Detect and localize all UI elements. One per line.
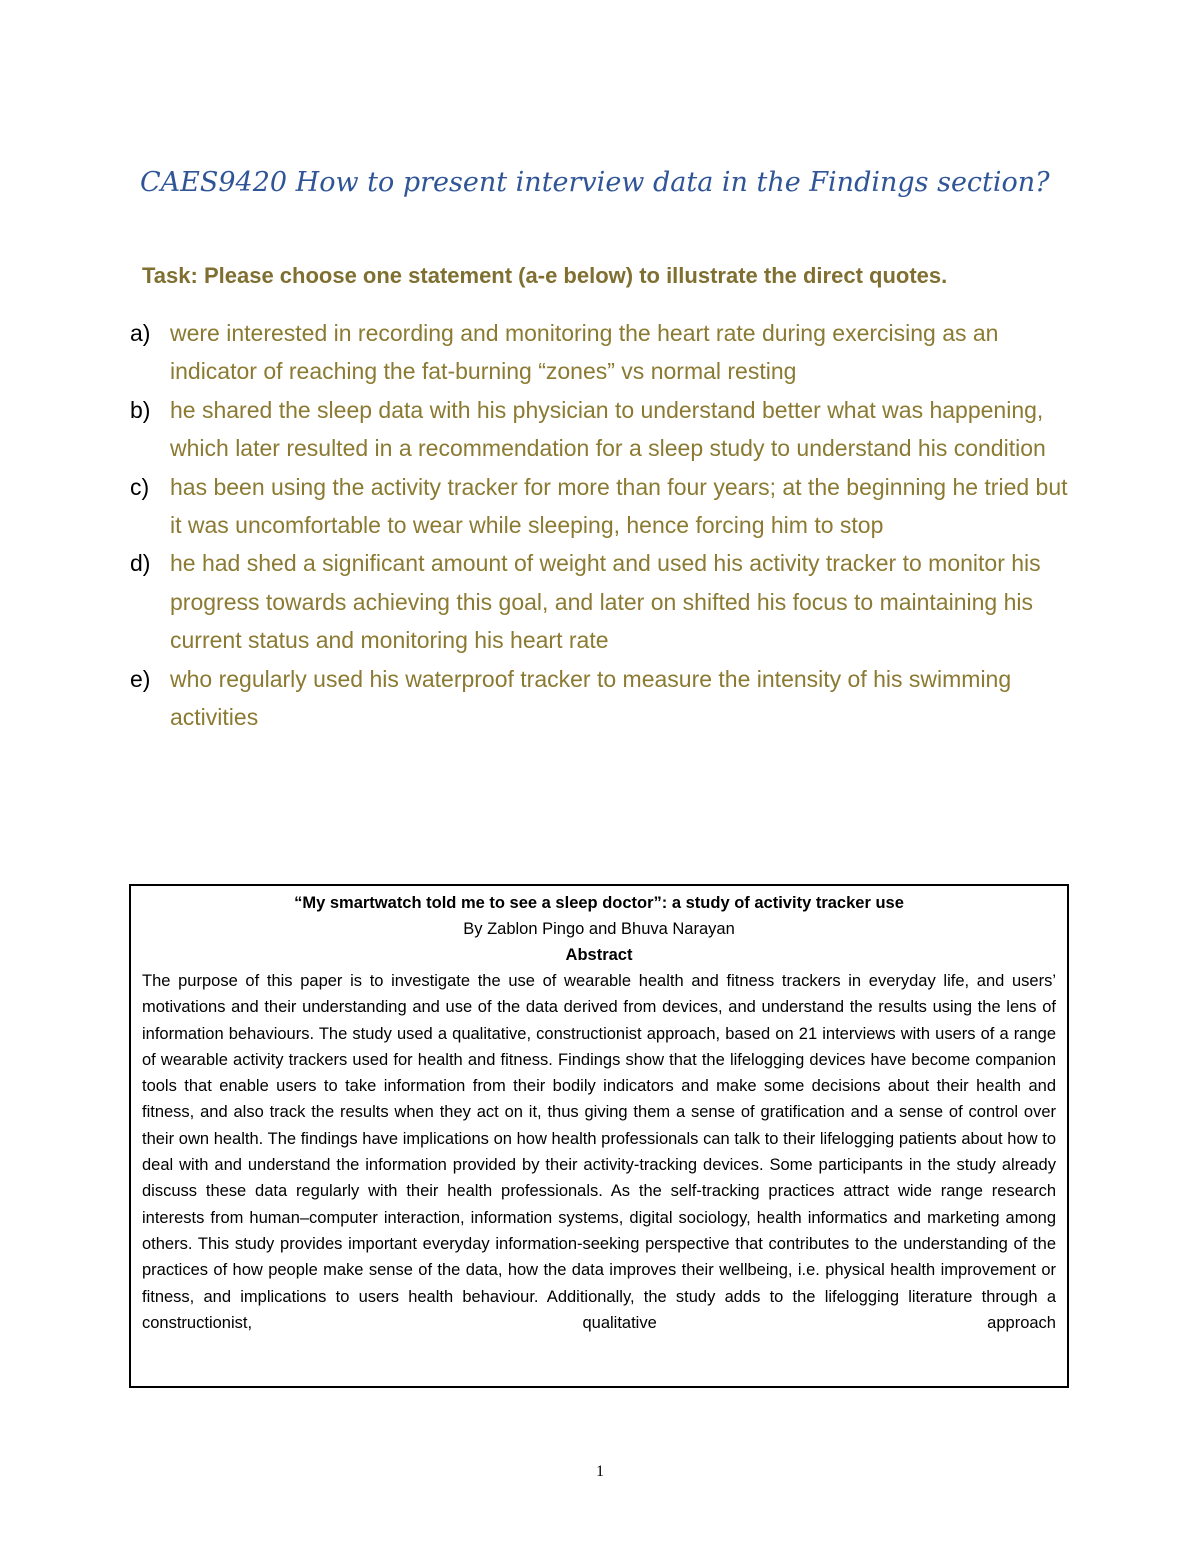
statement-marker: b): [130, 396, 151, 423]
task-instruction: Task: Please choose one statement (a-e below) to illustrate the direct quotes.: [142, 263, 948, 288]
abstract-body: The purpose of this paper is to investigate the use of wearable health and fitness trackers in everyday life, and users’ motivations and their understanding and use of the data derived from devices, and understand the results using the lens of information behaviours. The study used a qualitative, constructionist approach, based on 21 interviews with users of a range of wearable activity trackers used for health and fitness. Findings show that the lifelogging devices have become companion tools that enable users to take information from their bodily indicators and make some decisions about their health and fitness, and also track the results when they act on it, thus giving them a sense of gratification and a sense of control over their own health. The findings have implications on how health professionals can talk to their lifelogging patients about how to deal with and understand the information provided by their activity-tracking devices. Some participants in the study already discuss these data regularly with their health professionals. As the self-tracking practices attract wide range research interests from human–computer interaction, information systems, digital sociology, health informatics and marketing among others. This study provides important everyday information-seeking perspective that contributes to the understanding of the practices of how people make sense of the data, how the data improves their wellbeing, i.e. physical health improvement or fitness, and implications to users health behaviour. Additionally, the study adds to the lifelogging literature through a constructionist, qualitative approach: [142, 972, 1056, 1332]
statement-marker: a): [130, 320, 151, 346]
abstract-box: [129, 884, 1069, 1388]
statement-marker: c): [130, 473, 150, 500]
statement-text: who regularly used his waterproof tracker to measure the intensity of his swimming activities: [170, 665, 1012, 731]
statement-b: [130, 391, 1080, 468]
statement-marker: d): [130, 550, 151, 577]
page-number: 1: [596, 1463, 604, 1480]
statement-list: [130, 314, 1080, 736]
paper-title: “My smartwatch told me to see a sleep doctor”: a study of activity tracker use: [294, 894, 904, 912]
statement-c: [130, 468, 1080, 545]
statement-text: he shared the sleep data with his physician to understand better what was happening, which later resulted in a recommendation for a sleep study to understand his condition: [170, 396, 1046, 462]
statement-d: [130, 544, 1080, 659]
statement-marker: e): [130, 665, 151, 692]
statement-text: he had shed a significant amount of weight and used his activity tracker to monitor his progress towards achieving this goal, and later on shifted his focus to maintaining his current status and monitoring his heart rate: [170, 550, 1041, 654]
statement-text: has been using the activity tracker for more than four years; at the beginning he tried but it was uncomfortable to wear while sleeping, hence forcing him to stop: [170, 473, 1068, 539]
abstract-heading: Abstract: [565, 946, 633, 964]
page-title: CAES9420 How to present interview data in the Findings section?: [140, 167, 1050, 198]
paper-authors: By Zablon Pingo and Bhuva Narayan: [463, 920, 735, 938]
statement-a: [130, 314, 1080, 391]
statement-text: were interested in recording and monitoring the heart rate during exercising as an indicator of reaching the fat-burning “zones” vs normal resting: [170, 320, 999, 385]
statement-e: [130, 660, 1080, 737]
